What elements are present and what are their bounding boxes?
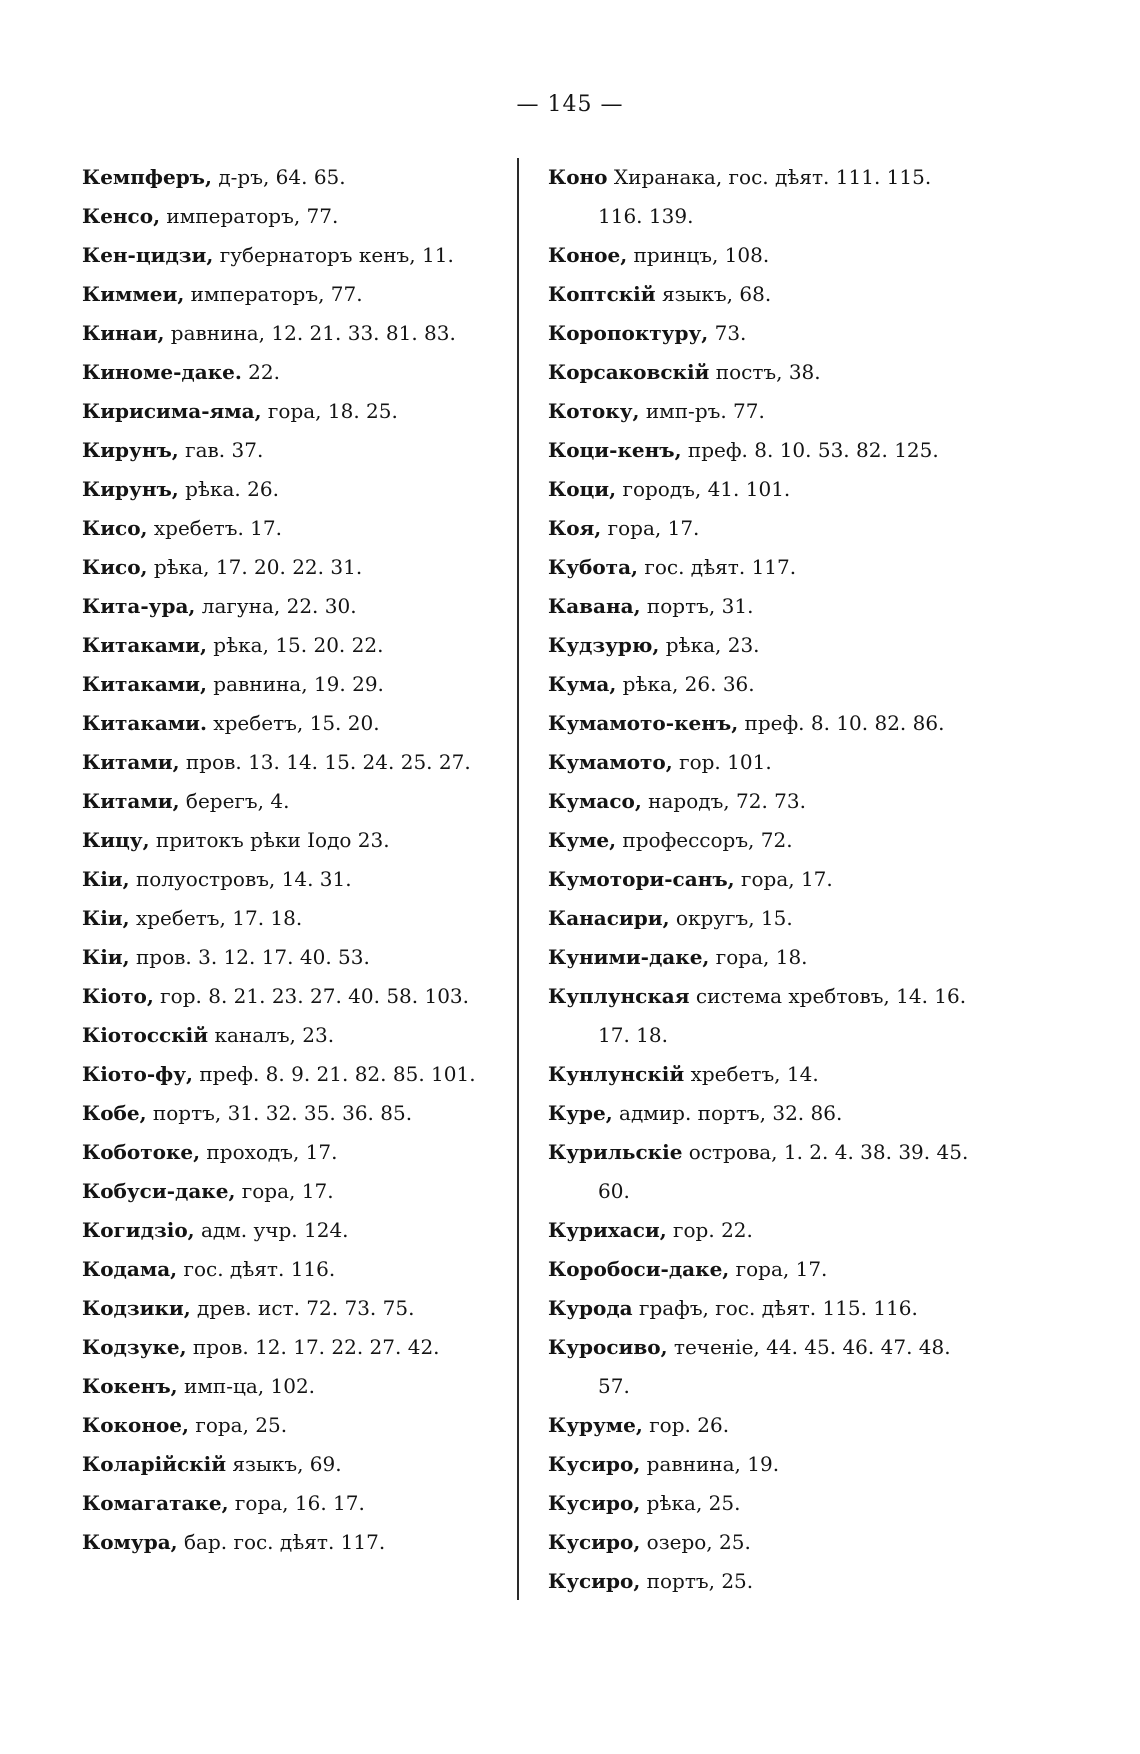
entry-details: гав. 37. — [178, 438, 264, 462]
entry-term: Коя, — [548, 516, 602, 540]
entry-details: имп-ца, 102. — [177, 1374, 316, 1398]
entry-details: гор. 101. — [672, 750, 772, 774]
index-entry — [82, 353, 502, 392]
entry-term: Канасири, — [548, 906, 670, 930]
index-entry — [82, 1406, 502, 1445]
entry-term: Кенсо, — [82, 204, 161, 228]
index-entry — [82, 860, 502, 899]
index-entry — [82, 587, 502, 626]
index-entry — [548, 314, 988, 353]
entry-term: Кумамото-кенъ, — [548, 711, 739, 735]
entry-term: Когидзіо, — [82, 1218, 195, 1242]
entry-details: берегъ, 4. — [179, 789, 290, 813]
entry-details: хребетъ, 14. — [684, 1062, 819, 1086]
index-entry — [82, 1484, 502, 1523]
entry-details: портъ, 31. — [640, 594, 754, 618]
index-entry — [548, 704, 988, 743]
entry-term: Киммеи, — [82, 282, 185, 306]
index-entry — [82, 1133, 502, 1172]
page-number: — 145 — — [516, 92, 624, 117]
entry-term: Кумамото, — [548, 750, 673, 774]
entry-term: Курильскіе — [548, 1140, 683, 1164]
entry-details: проходъ, 17. — [200, 1140, 338, 1164]
index-entry — [548, 1523, 988, 1562]
entry-continuation-text: 57. — [598, 1374, 630, 1398]
entry-term: Комура, — [82, 1530, 178, 1554]
index-entry — [82, 548, 502, 587]
entry-details: равнина, 12. 21. 33. 81. 83. — [164, 321, 456, 345]
entry-details: хребетъ, 15. 20. — [206, 711, 380, 735]
entry-details: гора, 18. 25. — [261, 399, 398, 423]
entry-details: лагуна, 22. 30. — [195, 594, 357, 618]
index-entry — [548, 353, 988, 392]
entry-details: принцъ, 108. — [627, 243, 770, 267]
entry-details: рѣка, 23. — [659, 633, 760, 657]
entry-details: притокъ рѣки Іодо 23. — [149, 828, 390, 852]
entry-details: древ. ист. 72. 73. 75. — [190, 1296, 415, 1320]
entry-term: Китаками. — [82, 711, 207, 735]
entry-continuation-text: 17. 18. — [598, 1023, 668, 1047]
entry-continuation-text: 60. — [598, 1179, 630, 1203]
index-entry — [82, 899, 502, 938]
entry-details: преф. 8. 10. 53. 82. 125. — [681, 438, 939, 462]
index-entry — [82, 158, 502, 197]
index-entry — [82, 977, 502, 1016]
entry-details: полуостровъ, 14. 31. — [129, 867, 352, 891]
entry-term: Кисо, — [82, 516, 148, 540]
index-entry — [548, 158, 988, 197]
entry-term: Китаками, — [82, 633, 207, 657]
index-entry — [82, 1211, 502, 1250]
index-entry — [548, 1328, 988, 1367]
entry-term: Кіото, — [82, 984, 154, 1008]
index-entry — [548, 1211, 988, 1250]
entry-term: Кирунъ, — [82, 438, 179, 462]
entry-term: Китами, — [82, 789, 180, 813]
entry-details: графъ, гос. дѣят. 115. 116. — [632, 1296, 918, 1320]
index-entry — [82, 1016, 502, 1055]
entry-term: Китами, — [82, 750, 180, 774]
entry-details: языкъ, 68. — [655, 282, 772, 306]
entry-term: Кобуси-даке, — [82, 1179, 236, 1203]
entry-term: Кицу, — [82, 828, 150, 852]
index-entry — [82, 1172, 502, 1211]
index-entry — [548, 509, 988, 548]
index-entry — [548, 821, 988, 860]
index-entry — [82, 197, 502, 236]
entry-details: равнина, 19. — [640, 1452, 780, 1476]
entry-details: преф. 8. 10. 82. 86. — [738, 711, 945, 735]
entry-details: пров. 3. 12. 17. 40. 53. — [129, 945, 370, 969]
index-entry — [82, 1367, 502, 1406]
entry-term: Кусиро, — [548, 1569, 641, 1593]
index-entry — [82, 1445, 502, 1484]
entry-term: Китаками, — [82, 672, 207, 696]
entry-term: Кирунъ, — [82, 477, 179, 501]
entry-details: адмир. портъ, 32. 86. — [612, 1101, 843, 1125]
entry-term: Кіи, — [82, 906, 130, 930]
index-entry — [82, 236, 502, 275]
index-column-right — [548, 158, 988, 1601]
entry-details: гора, 17. — [601, 516, 700, 540]
entry-details: гор. 8. 21. 23. 27. 40. 58. 103. — [153, 984, 470, 1008]
entry-term: Курода — [548, 1296, 633, 1320]
index-entry — [548, 1562, 988, 1601]
entry-details: пров. 12. 17. 22. 27. 42. — [186, 1335, 440, 1359]
index-entry-continuation — [548, 1172, 988, 1211]
index-entry — [82, 1055, 502, 1094]
entry-details: имп-ръ. 77. — [639, 399, 765, 423]
entry-term: Кума, — [548, 672, 617, 696]
index-entry — [82, 1094, 502, 1133]
entry-details: рѣка, 15. 20. 22. — [206, 633, 384, 657]
entry-details: народъ, 72. 73. — [641, 789, 806, 813]
entry-details: императоръ, 77. — [160, 204, 339, 228]
entry-details: 73. — [708, 321, 747, 345]
entry-term: Кумотори-санъ, — [548, 867, 735, 891]
entry-details: портъ, 25. — [640, 1569, 754, 1593]
entry-details: равнина, 19. 29. — [206, 672, 384, 696]
entry-details: острова, 1. 2. 4. 38. 39. 45. — [682, 1140, 969, 1164]
entry-term: Кіи, — [82, 867, 130, 891]
index-entry — [82, 1523, 502, 1562]
entry-term: Коробоси-даке, — [548, 1257, 730, 1281]
index-entry — [82, 1250, 502, 1289]
index-entry — [548, 938, 988, 977]
entry-term: Кіото-фу, — [82, 1062, 193, 1086]
entry-details: гос. дѣят. 117. — [638, 555, 797, 579]
entry-details: д-ръ, 64. 65. — [211, 165, 346, 189]
index-entry — [548, 1445, 988, 1484]
entry-term: Кен-цидзи, — [82, 243, 214, 267]
index-entry — [82, 509, 502, 548]
index-entry — [548, 470, 988, 509]
index-entry — [548, 275, 988, 314]
entry-term: Коное, — [548, 243, 628, 267]
entry-details: языкъ, 69. — [226, 1452, 342, 1476]
entry-details: рѣка, 25. — [640, 1491, 741, 1515]
entry-term: Кумасо, — [548, 789, 642, 813]
entry-term: Коно — [548, 165, 608, 189]
entry-term: Кита-ура, — [82, 594, 196, 618]
index-entry — [82, 275, 502, 314]
entry-details: рѣка, 17. 20. 22. 31. — [147, 555, 363, 579]
entry-term: Кусиро, — [548, 1452, 641, 1476]
entry-term: Кемпферъ, — [82, 165, 212, 189]
index-entry — [548, 392, 988, 431]
entry-details: адм. учр. 124. — [194, 1218, 349, 1242]
entry-term: Куруме, — [548, 1413, 643, 1437]
entry-term: Кусиро, — [548, 1491, 641, 1515]
index-entry — [548, 860, 988, 899]
entry-term: Кодзики, — [82, 1296, 191, 1320]
entry-details: пров. 13. 14. 15. 24. 25. 27. — [179, 750, 471, 774]
entry-term: Курихаси, — [548, 1218, 667, 1242]
index-entry — [82, 782, 502, 821]
entry-details: гора, 25. — [188, 1413, 288, 1437]
entry-term: Кудзурю, — [548, 633, 660, 657]
index-entry — [548, 1094, 988, 1133]
entry-term: Кирисима-яма, — [82, 399, 262, 423]
entry-term: Кіи, — [82, 945, 130, 969]
entry-details: профессоръ, 72. — [616, 828, 793, 852]
index-entry-continuation — [548, 1367, 988, 1406]
index-entry — [548, 1055, 988, 1094]
entry-term: Кодама, — [82, 1257, 178, 1281]
entry-details: Хиранака, гос. дѣят. 111. 115. — [607, 165, 932, 189]
entry-details: хребетъ. 17. — [147, 516, 282, 540]
entry-term: Куними-даке, — [548, 945, 710, 969]
column-divider — [517, 158, 519, 1600]
entry-details: гора, 17. — [729, 1257, 828, 1281]
index-entry — [82, 626, 502, 665]
entry-details: бар. гос. дѣят. 117. — [177, 1530, 386, 1554]
entry-term: Кинаи, — [82, 321, 165, 345]
entry-details: гора, 18. — [709, 945, 808, 969]
index-entry — [548, 626, 988, 665]
entry-details: каналъ, 23. — [208, 1023, 335, 1047]
entry-details: гора, 17. — [734, 867, 833, 891]
entry-details: хребетъ, 17. 18. — [129, 906, 303, 930]
index-entry — [82, 470, 502, 509]
entry-details: округъ, 15. — [669, 906, 793, 930]
index-entry — [548, 782, 988, 821]
entry-details: постъ, 38. — [709, 360, 821, 384]
index-entry — [82, 392, 502, 431]
entry-term: Комагатаке, — [82, 1491, 229, 1515]
entry-term: Кубота, — [548, 555, 638, 579]
entry-term: Коропоктуру, — [548, 321, 709, 345]
index-entry-continuation — [548, 197, 988, 236]
entry-term: Кусиро, — [548, 1530, 641, 1554]
entry-details: гор. 22. — [666, 1218, 753, 1242]
index-column-left — [82, 158, 502, 1562]
index-entry — [548, 977, 988, 1016]
index-entry — [548, 1289, 988, 1328]
index-entry — [548, 743, 988, 782]
entry-details: система хребтовъ, 14. 16. — [689, 984, 967, 1008]
entry-details: теченіе, 44. 45. 46. 47. 48. — [667, 1335, 951, 1359]
index-entry — [82, 743, 502, 782]
entry-details: гос. дѣят. 116. — [177, 1257, 336, 1281]
index-entry — [548, 1406, 988, 1445]
index-entry — [82, 821, 502, 860]
index-entry — [548, 548, 988, 587]
entry-term: Куме, — [548, 828, 617, 852]
entry-term: Куросиво, — [548, 1335, 668, 1359]
entry-term: Коптскій — [548, 282, 656, 306]
entry-details: озеро, 25. — [640, 1530, 751, 1554]
index-entry — [82, 314, 502, 353]
index-entry — [82, 704, 502, 743]
entry-term: Коконое, — [82, 1413, 189, 1437]
entry-term: Кокенъ, — [82, 1374, 178, 1398]
entry-term: Кодзуке, — [82, 1335, 187, 1359]
entry-details: гор. 26. — [642, 1413, 730, 1437]
entry-term: Коци, — [548, 477, 617, 501]
entry-details: преф. 8. 9. 21. 82. 85. 101. — [192, 1062, 476, 1086]
entry-term: Киноме-даке. — [82, 360, 242, 384]
index-entry — [548, 665, 988, 704]
entry-term: Куплунская — [548, 984, 690, 1008]
entry-details: рѣка, 26. 36. — [616, 672, 755, 696]
index-entry — [548, 1133, 988, 1172]
entry-details: портъ, 31. 32. 35. 36. 85. — [146, 1101, 413, 1125]
entry-term: Кунлунскій — [548, 1062, 685, 1086]
index-entry — [82, 1328, 502, 1367]
entry-details: губернаторъ кенъ, 11. — [213, 243, 454, 267]
entry-details: 22. — [241, 360, 280, 384]
entry-continuation-text: 116. 139. — [598, 204, 694, 228]
index-entry — [548, 899, 988, 938]
entry-details: гора, 17. — [235, 1179, 334, 1203]
entry-term: Корсаковскій — [548, 360, 710, 384]
entry-term: Котоку, — [548, 399, 640, 423]
index-entry — [548, 1484, 988, 1523]
entry-details: императоръ, 77. — [184, 282, 363, 306]
index-entry — [82, 1289, 502, 1328]
entry-term: Коци-кенъ, — [548, 438, 682, 462]
entry-term: Кисо, — [82, 555, 148, 579]
entry-details: рѣка. 26. — [178, 477, 279, 501]
index-entry — [548, 587, 988, 626]
index-entry — [548, 236, 988, 275]
index-entry-continuation — [548, 1016, 988, 1055]
index-entry — [82, 665, 502, 704]
entry-term: Куре, — [548, 1101, 613, 1125]
entry-term: Коларійскій — [82, 1452, 227, 1476]
index-entry — [82, 938, 502, 977]
entry-term: Коботоке, — [82, 1140, 201, 1164]
entry-details: городъ, 41. 101. — [616, 477, 791, 501]
index-entry — [548, 1250, 988, 1289]
entry-term: Кобе, — [82, 1101, 147, 1125]
index-entry — [82, 431, 502, 470]
entry-term: Кіотосскій — [82, 1023, 209, 1047]
entry-term: Кавана, — [548, 594, 641, 618]
index-entry — [548, 431, 988, 470]
entry-details: гора, 16. 17. — [228, 1491, 365, 1515]
